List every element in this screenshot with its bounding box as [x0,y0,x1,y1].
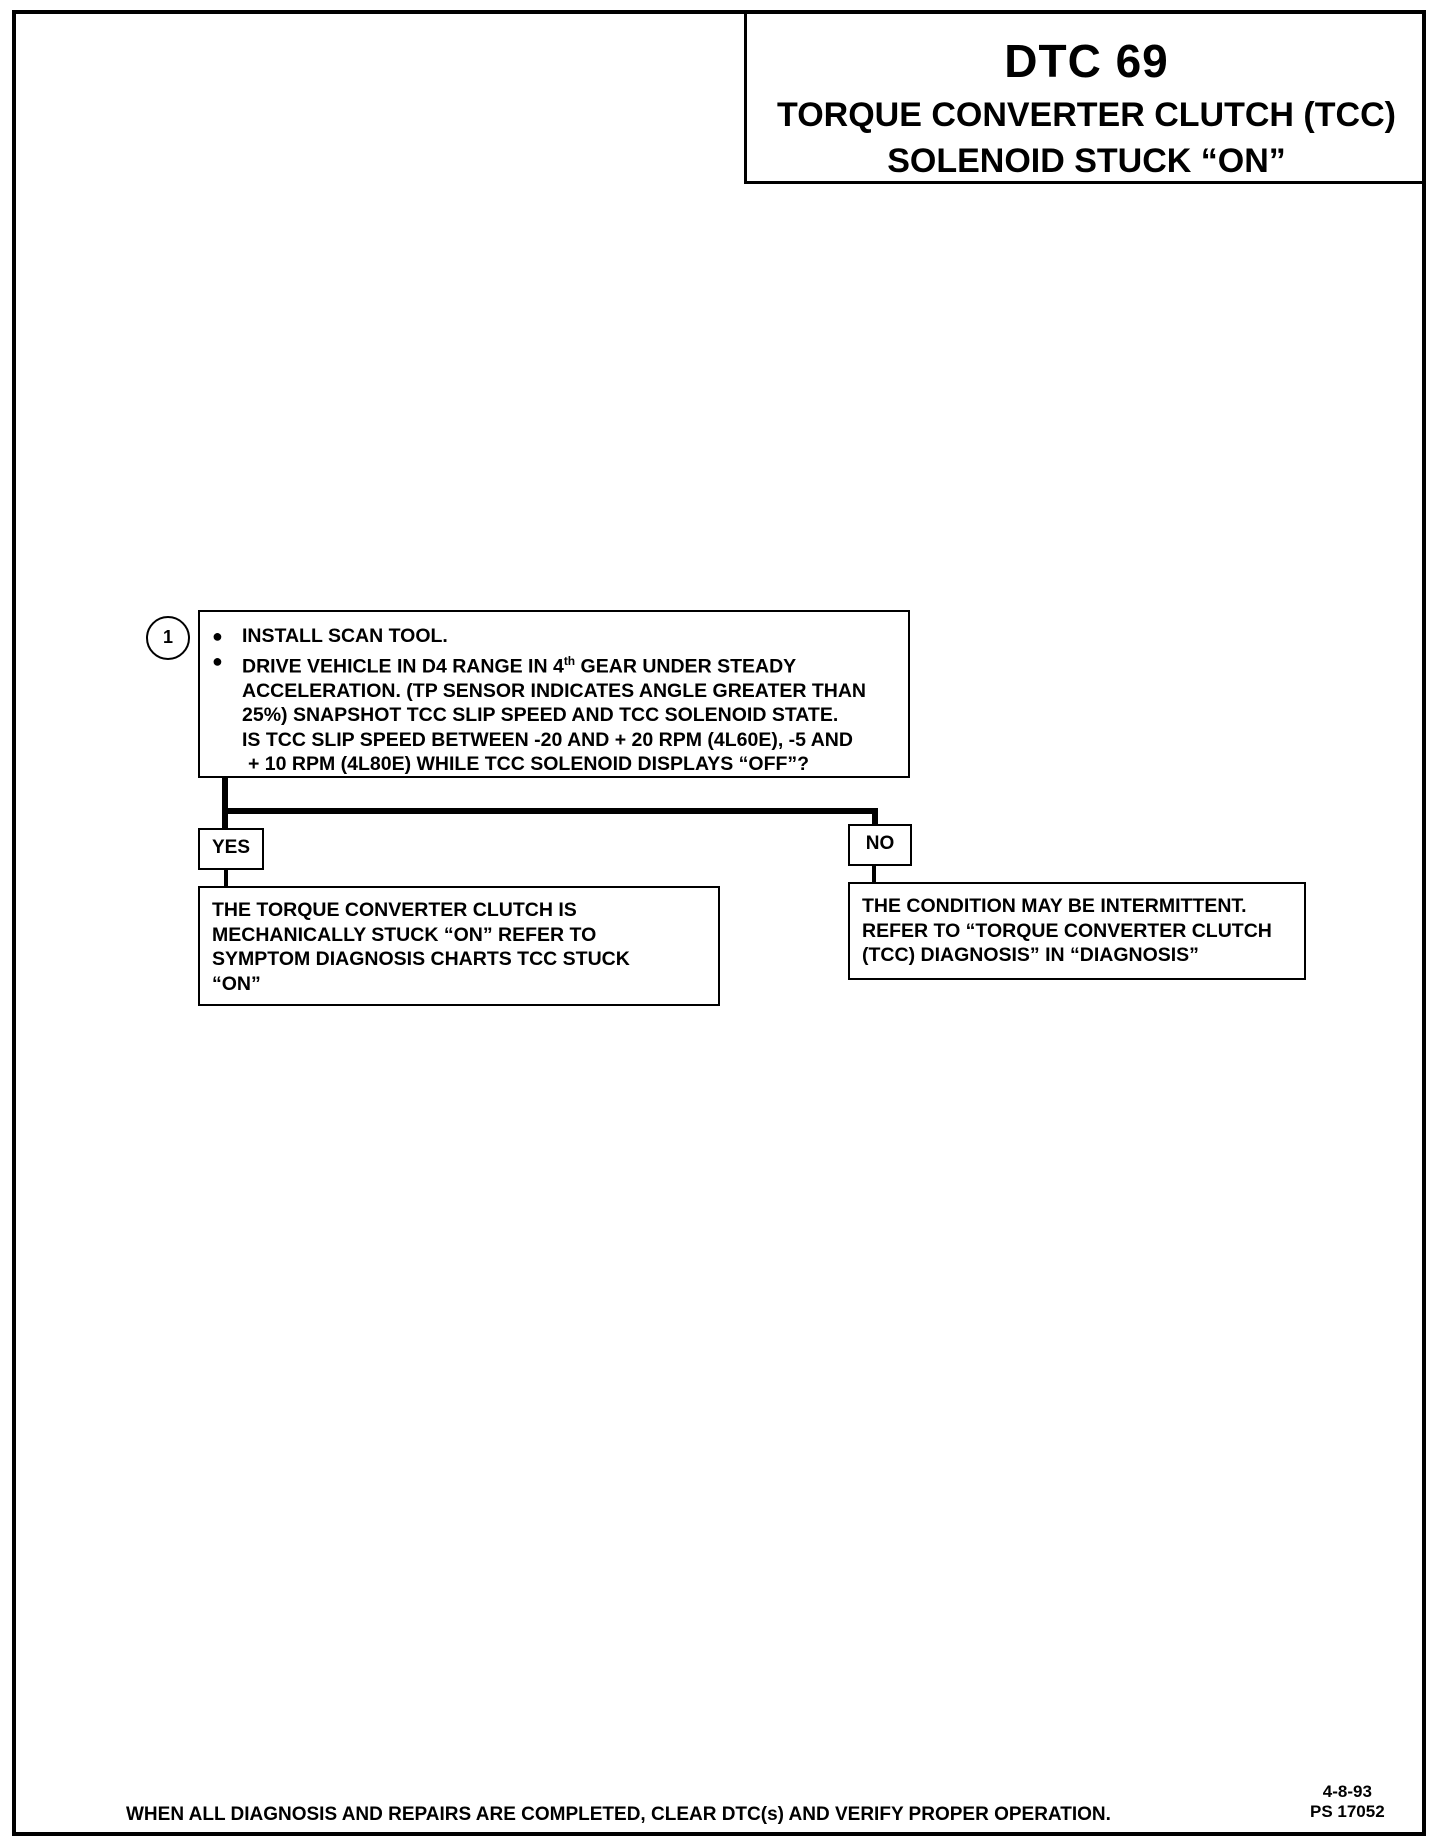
result-text: THE CONDITION MAY BE INTERMITTENT. [862,895,1247,917]
bullet-icon: ● [212,650,223,671]
connector-line [222,808,878,814]
result-text: MECHANICALLY STUCK “ON” REFER TO [212,923,597,946]
step-1-box [198,610,910,778]
bullet-text-part: GEAR UNDER STEADY [575,655,797,677]
footer-note: WHEN ALL DIAGNOSIS AND REPAIRS ARE COMPLETED, CLEAR DTC(s) AND VERIFY PROPER OPERATION. [126,1804,1111,1825]
result-text: THE TORQUE CONVERTER CLUTCH IS [212,899,577,921]
connector-line [222,778,228,830]
bullet-continuation: ACCELERATION. (TP SENSOR INDICATES ANGLE GREATER THAN [242,679,867,702]
question-text: + 10 RPM (4L80E) WHILE TCC SOLENOID DISPLAYS “OFF”? [248,753,810,775]
result-text: SYMPTOM DIAGNOSIS CHARTS TCC STUCK [212,948,630,970]
title-block [744,12,1426,184]
result-text: (TCC) DIAGNOSIS” IN “DIAGNOSIS” [862,944,1199,966]
question-text: IS TCC SLIP SPEED BETWEEN -20 AND + 20 RPM (4L60E), -5 AND [242,728,853,751]
step-number-circle: 1 [146,616,190,660]
no-result-box [848,882,1306,980]
bullet-text-part: DRIVE VEHICLE IN D4 RANGE IN 4 [242,655,564,677]
result-text: “ON” [212,972,261,995]
result-text: REFER TO “TORQUE CONVERTER CLUTCH [862,919,1272,942]
footer-date: 4-8-93 [1322,1782,1372,1801]
yes-result-box [198,886,720,1006]
bullet-text: INSTALL SCAN TOOL. [242,625,448,647]
bullet-continuation: 25%) SNAPSHOT TCC SLIP SPEED AND TCC SOLENOID STATE. [242,704,839,726]
bullet-text [242,649,898,679]
footer-reference [1310,1782,1385,1822]
bullet-icon: ● [212,626,223,646]
yes-label: YES [198,828,264,870]
bullet-item [212,624,898,649]
title-line-2: SOLENOID STUCK “ON” [887,142,1286,180]
bullet-item [212,649,898,679]
dtc-code: DTC 69 [1004,35,1169,87]
title-line-1: TORQUE CONVERTER CLUTCH (TCC) [777,96,1396,134]
footer-code: PS 17052 [1310,1802,1385,1821]
ordinal-superscript: th [563,653,576,668]
no-label: NO [848,824,912,866]
